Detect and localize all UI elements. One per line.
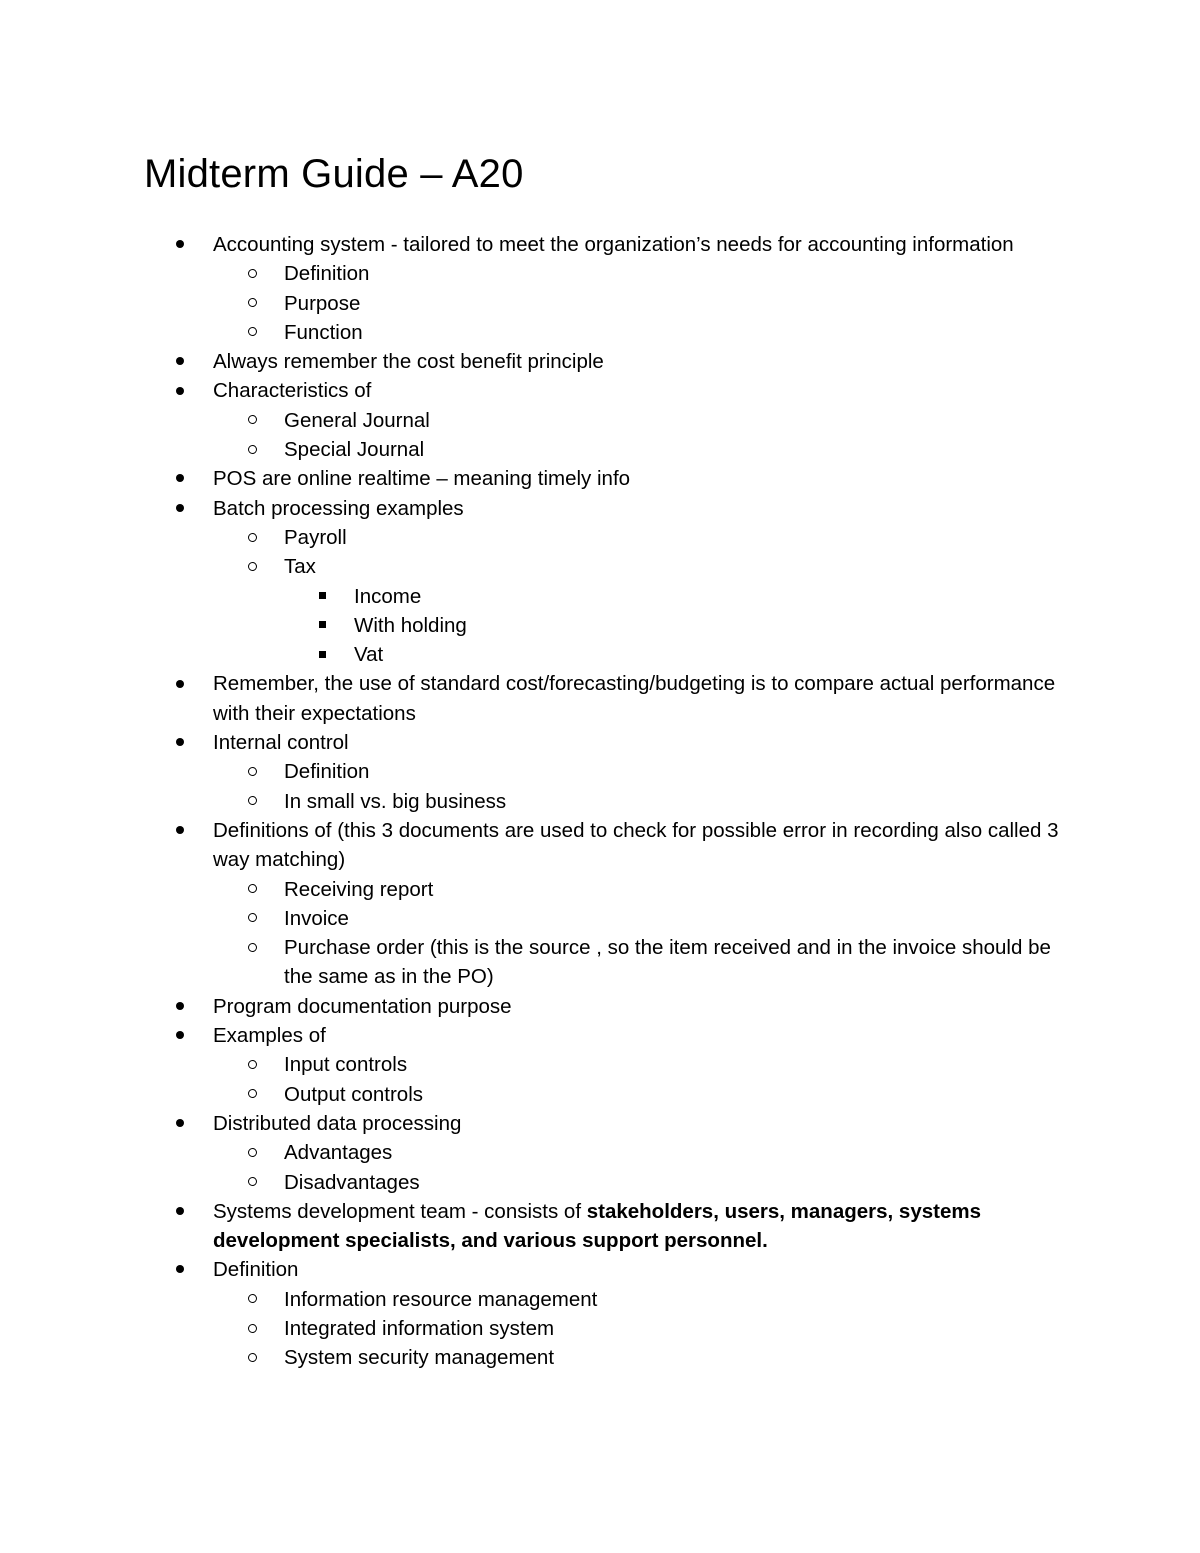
outline-item-text: Remember, the use of standard cost/forecasting/budgeting is to compare actual performance with their expectations xyxy=(213,672,1056,725)
outline-item-text: Batch processing examples xyxy=(213,496,464,520)
bullet-disc-icon xyxy=(176,1109,184,1138)
outline-item-text: Invoice xyxy=(284,906,349,930)
outline-item-level-3 xyxy=(0,582,1200,611)
bullet-square-icon xyxy=(319,611,326,640)
bullet-circle-icon xyxy=(248,1343,257,1372)
outline-item-level-1 xyxy=(0,230,1200,259)
outline-item-level-1 xyxy=(0,1109,1200,1138)
bullet-circle-icon xyxy=(248,1050,257,1079)
bullet-circle-icon xyxy=(248,1080,257,1109)
bullet-circle-icon xyxy=(248,552,257,581)
bullet-circle-icon xyxy=(248,318,257,347)
outline-item-level-1 xyxy=(0,669,1200,728)
bullet-circle-icon xyxy=(248,523,257,552)
outline-item-level-2 xyxy=(0,933,1200,992)
bullet-disc-icon xyxy=(176,728,184,757)
bullet-square-icon xyxy=(319,640,326,669)
outline-item-level-2 xyxy=(0,875,1200,904)
bullet-disc-icon xyxy=(176,347,184,376)
outline-item-text: Purchase order (this is the source , so the item received and in the invoice should be the same as in the PO) xyxy=(284,936,1051,989)
outline-item-level-1 xyxy=(0,464,1200,493)
outline-item-level-1 xyxy=(0,1197,1200,1256)
outline-item-text: System security management xyxy=(284,1346,555,1370)
outline-item-level-2 xyxy=(0,1285,1200,1314)
outline-item-level-1 xyxy=(0,728,1200,757)
outline-item-level-2 xyxy=(0,552,1200,581)
outline-item-level-3 xyxy=(0,611,1200,640)
outline-item-level-2 xyxy=(0,1343,1200,1372)
bullet-disc-icon xyxy=(176,464,184,493)
outline-item-text: Integrated information system xyxy=(284,1316,555,1340)
outline-item-level-2 xyxy=(0,406,1200,435)
outline-item-level-1 xyxy=(0,347,1200,376)
outline-item-text: Special Journal xyxy=(284,438,425,462)
bullet-disc-icon xyxy=(176,376,184,405)
outline-item-text: Characteristics of xyxy=(213,379,372,403)
bullet-circle-icon xyxy=(248,904,257,933)
outline-item-level-1 xyxy=(0,376,1200,405)
outline-item-level-2 xyxy=(0,904,1200,933)
outline-item-level-1 xyxy=(0,1021,1200,1050)
outline-item-level-2 xyxy=(0,1314,1200,1343)
bullet-disc-icon xyxy=(176,992,184,1021)
outline-item-text: Input controls xyxy=(284,1053,408,1077)
outline-item-text: Output controls xyxy=(284,1082,424,1106)
outline-item-text: POS are online realtime – meaning timely info xyxy=(213,467,631,491)
outline-item-level-2 xyxy=(0,1050,1200,1079)
bullet-disc-icon xyxy=(176,230,184,259)
outline-item-level-1 xyxy=(0,992,1200,1021)
outline-item-level-2 xyxy=(0,259,1200,288)
outline-item-level-2 xyxy=(0,289,1200,318)
outline-item-text: Distributed data processing xyxy=(213,1111,462,1135)
outline-item-text: Function xyxy=(284,320,363,344)
outline-item-text: Information resource management xyxy=(284,1287,598,1311)
bullet-disc-icon xyxy=(176,1255,184,1284)
outline-item-text: Examples of xyxy=(213,1024,326,1048)
outline-item-text: Program documentation purpose xyxy=(213,994,512,1018)
outline-item-level-2 xyxy=(0,435,1200,464)
outline-item-bold-text: stakeholders, users, managers, systems development specialists, and various support personnel. xyxy=(213,1199,981,1253)
bullet-outline xyxy=(0,230,1200,1373)
bullet-circle-icon xyxy=(248,787,257,816)
outline-item-level-3 xyxy=(0,640,1200,669)
bullet-disc-icon xyxy=(176,1197,184,1226)
outline-item-text: In small vs. big business xyxy=(284,789,507,813)
bullet-circle-icon xyxy=(248,1285,257,1314)
bullet-circle-icon xyxy=(248,1168,257,1197)
bullet-circle-icon xyxy=(248,757,257,786)
outline-item-text: Tax xyxy=(284,555,316,579)
outline-item-text: Advantages xyxy=(284,1141,393,1165)
outline-item-level-2 xyxy=(0,523,1200,552)
outline-item-text: Accounting system - tailored to meet the organization’s needs for accounting information xyxy=(213,233,1014,256)
bullet-circle-icon xyxy=(248,1314,257,1343)
bullet-circle-icon xyxy=(248,406,257,435)
bullet-circle-icon xyxy=(248,933,257,962)
bullet-disc-icon xyxy=(176,1021,184,1050)
outline-item-text: Payroll xyxy=(284,525,347,549)
outline-item-level-2 xyxy=(0,787,1200,816)
outline-item-text: Definition xyxy=(284,262,370,286)
outline-item-text: Purpose xyxy=(284,291,361,315)
outline-item-level-1 xyxy=(0,816,1200,875)
outline-item-text: Systems development team - consists of stakeholders, users, managers, systems development specialists, and various support personnel. xyxy=(213,1199,981,1253)
outline-item-text: General Journal xyxy=(284,408,430,432)
outline-item-text: Definition xyxy=(213,1258,299,1282)
bullet-circle-icon xyxy=(248,435,257,464)
page-title: Midterm Guide – A20 xyxy=(144,152,524,196)
outline-item-level-2 xyxy=(0,1138,1200,1167)
bullet-square-icon xyxy=(319,582,326,611)
outline-item-level-2 xyxy=(0,757,1200,786)
outline-item-text: Definition xyxy=(284,760,370,784)
outline-item-level-1 xyxy=(0,1255,1200,1284)
bullet-circle-icon xyxy=(248,259,257,288)
outline-item-text: Receiving report xyxy=(284,877,434,901)
bullet-circle-icon xyxy=(248,875,257,904)
outline-item-text: Vat xyxy=(354,643,384,667)
bullet-disc-icon xyxy=(176,669,184,698)
outline-item-text: Disadvantages xyxy=(284,1170,420,1194)
outline-item-text: Definitions of (this 3 documents are used to check for possible error in recording also called 3 way matching) xyxy=(213,818,1059,872)
outline-item-level-1 xyxy=(0,494,1200,523)
outline-item-text: Income xyxy=(354,584,422,608)
outline-item-text: With holding xyxy=(354,613,467,637)
outline-item-level-2 xyxy=(0,318,1200,347)
outline-item-text: Internal control xyxy=(213,731,349,755)
outline-item-level-2 xyxy=(0,1168,1200,1197)
bullet-disc-icon xyxy=(176,494,184,523)
bullet-disc-icon xyxy=(176,816,184,845)
outline-item-level-2 xyxy=(0,1080,1200,1109)
outline-item-text: Always remember the cost benefit principle xyxy=(213,350,604,374)
bullet-circle-icon xyxy=(248,1138,257,1167)
bullet-circle-icon xyxy=(248,289,257,318)
